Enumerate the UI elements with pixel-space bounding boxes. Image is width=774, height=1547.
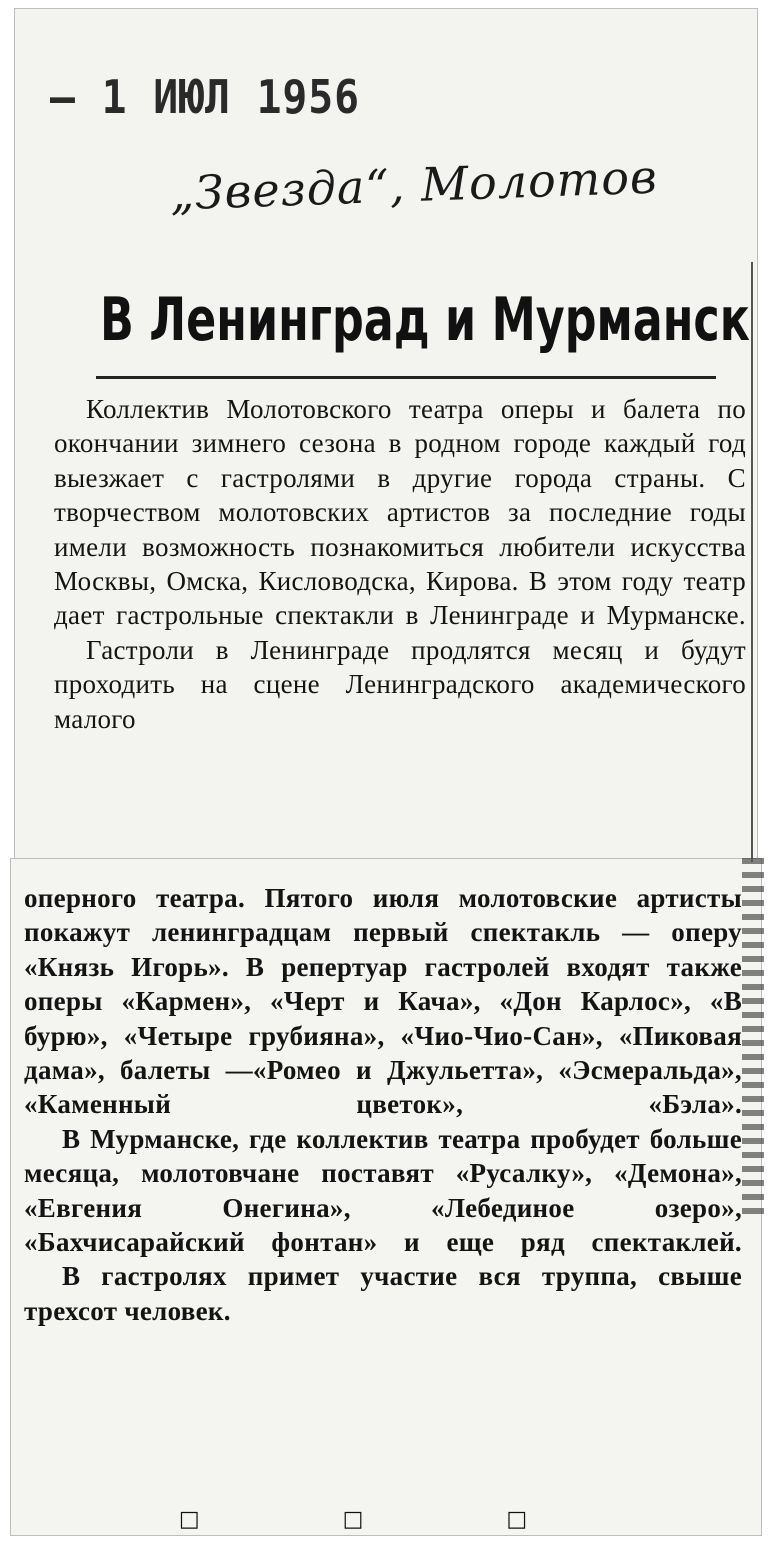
article-paragraph: Коллектив Молотовского театра оперы и балета по окончании зимнего сезона в родном городе каждый год выезжает с гастролями в другие города страны. С творчеством молотовских артистов за последние годы имели возможность познакомиться любители искусства Москвы, Омска, Кисловодска, Кирова. В этом году театр дает гастрольные спектакли в Ленинграде и Мурманске. <box>54 394 746 631</box>
article-paragraph: оперного театра. Пятого июля молотовские артисты покажут ленинградцам первый спектакль — оперу «Князь Игорь». В репертуар гастролей входят также оперы «Кармен», «Черт и Кача», «Дон Карлос», «В бурю», «Четыре грубияна», «Чио-Чио-Сан», «Пиковая дама», балеты —«Ромео и Джульетта», «Эсмеральда», «Каменный цветок», «Бэла». <box>24 883 742 1120</box>
article-paragraph: В Мурманске, где коллектив театра пробудет больше месяца, молотовчане поставят «Русалку», «Демона», «Евгения Онегина», «Лебединое озеро», «Бахчисарайский фонтан» и еще ряд спектаклей. <box>24 1123 742 1258</box>
end-ornament: □ □ □ <box>178 1507 596 1532</box>
column-divider <box>751 262 753 862</box>
article-headline: В Ленинград и Мурманск <box>100 285 750 355</box>
article-column-top <box>54 392 746 736</box>
article-column-bottom <box>24 881 742 1328</box>
torn-edge <box>742 858 764 1218</box>
headline-underline <box>96 376 716 379</box>
article-paragraph: Гастроли в Ленинграде продлятся месяц и будут проходить на сцене Ленинградского академического малого <box>54 634 746 734</box>
date-stamp: – 1 ИЮЛ 1956 <box>50 70 360 124</box>
handwritten-source-note: „Звезда“, Молотов <box>169 149 659 221</box>
article-paragraph: В гастролях примет участие вся труппа, свыше трехсот человек. <box>24 1261 742 1326</box>
